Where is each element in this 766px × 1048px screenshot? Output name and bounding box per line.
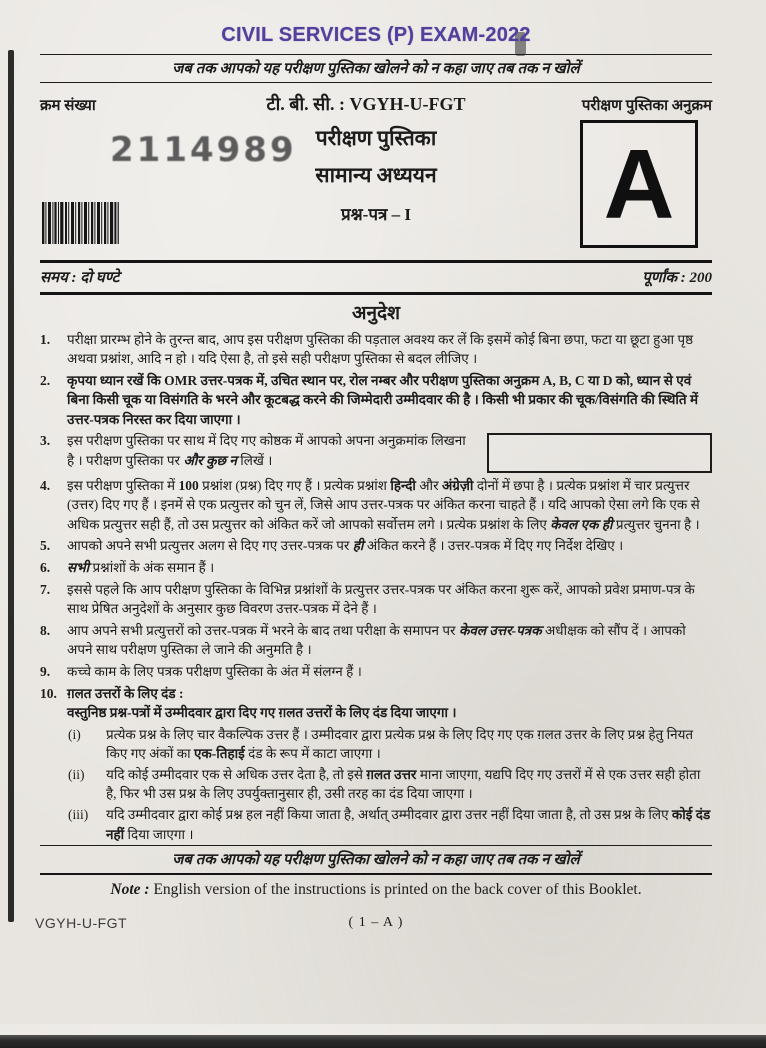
instruction-text: ग़लत उत्तर [366,767,417,783]
instruction-text: केवल उत्तर-पत्रक [458,623,542,639]
instruction-number: 9. [40,664,51,680]
note-label: Note : [110,881,150,899]
instruction-subitem [68,805,712,844]
instruction-body [67,330,712,369]
booklet-titles [315,124,436,225]
instruction-body [106,765,712,804]
instruction-text: आप अपने सभी प्रत्युत्तरों को उत्तर-पत्रक में भरने के बाद तथा परीक्षा के समापन पर [67,623,459,639]
instruction-text: प्रश्नांश (प्रश्न) दिए गए हैं । प्रत्येक प्रश्नांश [198,477,391,493]
booklet-title: परीक्षण पुस्तिका [315,126,437,150]
instruction-item [40,662,712,681]
instruction-number: (ii) [68,767,85,783]
instruction-text: परीक्षा प्रारम्भ होने के तुरन्त बाद, आप इस परीक्षण पुस्तिका की पड़ताल अवश्य कर लें कि इसमें कोई बिना छपा, फटा या छूटा हुआ पृष्ठ अथवा प्रश्नांश, आदि न हो । यदि ऐसा है, तो इसे सही परीक्षण पुस्तिका से बदल लीजिए । [67,332,694,367]
instruction-text: यदि कोई उम्मीदवार एक से अधिक उत्तर देता है, तो इसे [106,767,367,783]
instruction-number: 6. [40,560,51,576]
instruction-item [40,476,712,534]
instruction-body [67,371,712,429]
instruction-number: 3. [40,433,51,449]
instruction-body [67,476,712,534]
instruction-number: (iii) [68,807,89,823]
subject-title: सामान्य अध्ययन [315,163,437,187]
instruction-text: माना जाएगा, यद्यपि दिए गए उत्तरों में से एक उत्तर सही होता है, फिर भी उस प्रश्न के लिए उपर्युक्तानुसार ही, उसी तरह का दंड दिया जाएगा । [106,767,701,802]
time-marks-row [40,263,712,292]
instruction-text: और कुछ न [183,452,237,468]
instruction-item [40,621,712,660]
instructions-heading: अनुदेश [351,303,401,324]
instruction-text: 100 [178,477,199,493]
instructions-list [40,330,712,844]
series-letter: A [603,129,675,239]
instruction-body [106,725,712,764]
instruction-item [40,330,712,369]
instruction-number: 4. [40,477,51,493]
instruction-text: प्रत्युत्तर चुनना है । [612,516,700,532]
instruction-text: दंड के रूप में काटा जाएगा । [244,746,381,762]
instruction-item [40,684,712,723]
paper-number: प्रश्न-पत्र – I [340,205,411,224]
booklet-header-row [40,92,712,116]
instruction-text: अंग्रेज़ी [441,477,474,493]
series-label: परीक्षण पुस्तिका अनुक्रम [581,98,712,114]
instruction-text: अधीक्षक को सौंप दें । आपको अपने साथ परीक्षण पुस्तिका ले जाने की अनुमति है । [67,623,686,658]
instruction-text: इस परीक्षण पुस्तिका में [67,477,179,493]
maximum-marks: पूर्णांक : 200 [642,270,712,286]
instruction-item [40,536,712,555]
instruction-text: लिखें । [236,452,273,468]
instruction-body [67,580,712,619]
do-not-open-warning-bottom: जब तक आपको यह परीक्षण पुस्तिका खोलने को न कहा जाए तब तक न खोलें [172,852,580,869]
instruction-text: दोनों में छपा है । प्रत्येक प्रश्नांश में चार प्रत्युत्तर (उत्तर) दिए गए हैं । इनमें से एक प्रत्युत्तर को चुन लें, जिसे आप उत्तर-पत्रक पर अंकित करना चाहते हैं । यदि आपको ऐसा लगे कि एक से अधिक प्रत्युत्तर सही हैं, तो उस प्रत्युत्तर को अंकित करें जो आपको सर्वोत्तम लगे । प्रत्येक प्रश्नांश के लिए [67,477,700,532]
instruction-body [67,558,712,577]
instruction-body [67,662,712,681]
instruction-text: प्रश्नांशों के अंक समान हैं । [89,560,215,576]
divider-thick [40,292,712,295]
do-not-open-warning-top: जब तक आपको यह परीक्षण पुस्तिका खोलने को न कहा जाए तब तक न खोलें [172,61,580,77]
footer-page-number: ( 1 – A ) [348,915,404,931]
instruction-text: एक-तिहाई [193,746,245,762]
instruction-subitem [68,725,712,764]
scan-bottom-band [0,1035,766,1048]
barcode-icon [42,202,120,249]
instruction-text: ही [352,538,364,554]
instruction-body [67,536,712,555]
instruction-text: आपको अपने सभी प्रत्युत्तर अलग से दिए गए उत्तर-पत्रक पर [67,538,353,554]
instruction-text: अंकित करने हैं । उत्तर-पत्रक में दिए गए निर्देश देखिए । [363,538,624,554]
question-booklet-cover [35,24,712,935]
note-text: English version of the instructions is printed on the back cover of this Booklet. [149,881,642,899]
instruction-item [40,558,712,577]
instruction-text: कृपया ध्यान रखें कि OMR उत्तर-पत्रक में, उचित स्थान पर, रोल नम्बर और परीक्षण पुस्तिका अनुक्रम A, B, C या D को, ध्यान से एवं बिना किसी चूक या विसंगति के भरने और कूटबद्ध करने की जिम्मेदारी उम्मीदवार की है । किसी भी प्रकार की चूक/विसंगति की स्थिति में उत्तर-पत्रक निरस्त कर दिया जाएगा । [67,373,699,427]
instruction-text: ग़लत उत्तरों के लिए दंड : [67,685,184,701]
serial-label: क्रम संख्या [40,98,96,114]
instruction-number: 2. [40,373,51,389]
exam-title-stamp: CIVIL SERVICES (P) EXAM-2022 [221,24,531,46]
series-letter-box [580,120,698,248]
instruction-number: 7. [40,581,51,597]
footer-row [35,915,712,935]
instruction-body [67,684,712,723]
instruction-text: हिन्दी [390,477,416,493]
instruction-text: प्रत्येक प्रश्न के लिए चार वैकल्पिक उत्तर हैं । उम्मीदवार द्वारा प्रत्येक प्रश्न के लिए दिए गए एक ग़लत उत्तर के लिए प्रश्न हेतु नियत किए गए अंकों का [106,727,694,762]
footer-booklet-code: VGYH-U-FGT [35,915,128,932]
instruction-number: (i) [68,727,81,743]
instruction-text: इस परीक्षण पुस्तिका पर साथ में दिए गए कोष्ठक में आपको अपना अनुक्रमांक लिखना है । परीक्षण पुस्तिका पर [67,433,466,468]
instruction-text: सभी [67,560,90,576]
serial-number-stamp: 2114989 [110,130,297,170]
instruction-subitem [68,765,712,804]
instruction-item [40,371,712,429]
instruction-body [106,805,712,844]
instruction-text: केवल एक ही [550,516,613,532]
scan-edge-stripe [8,50,14,922]
roll-number-box [487,433,712,473]
instruction-text: वस्तुनिष्ठ प्रश्न-पत्रों में उम्मीदवार द्वारा दिए गए ग़लत उत्तरों के लिए दंड दिया जाएगा । [67,705,457,721]
instruction-number: 1. [40,332,51,347]
instruction-text: दिया जाएगा । [124,826,194,842]
tbc-code: टी. बी. सी. : VGYH-U-FGT [266,94,466,114]
booklet-title-block [40,122,712,260]
divider [40,82,712,83]
instruction-text: और [415,477,442,493]
instruction-text: यदि उम्मीदवार द्वारा कोई प्रश्न हल नहीं किया जाता है, अर्थात् उम्मीदवार द्वारा उत्तर नहीं दिया जाता है, तो उस प्रश्न के लिए [106,807,672,823]
instruction-number: 10. [40,685,57,701]
instruction-item [40,580,712,619]
english-version-note [40,875,712,901]
instruction-body [67,431,473,473]
time-allowed: समय : दो घण्टे [40,270,120,286]
instruction-text: कोई दंड नहीं [106,807,711,842]
instruction-item [40,431,712,473]
instruction-number: 8. [40,623,51,639]
instruction-text: कच्चे काम के लिए पत्रक परीक्षण पुस्तिका के अंत में संलग्न हैं । [67,664,362,680]
instruction-text: इससे पहले कि आप परीक्षण पुस्तिका के विभिन्न प्रश्नांशों के प्रत्युत्तर उत्तर-पत्रक पर अंकित करना शुरू करें, आपको प्रवेश प्रमाण-पत्र के साथ प्रेषित अनुदेशों के अनुसार कुछ विवरण उत्तर-पत्रक में देने हैं । [67,581,695,617]
instruction-body [67,621,712,660]
instruction-number: 5. [40,538,51,554]
